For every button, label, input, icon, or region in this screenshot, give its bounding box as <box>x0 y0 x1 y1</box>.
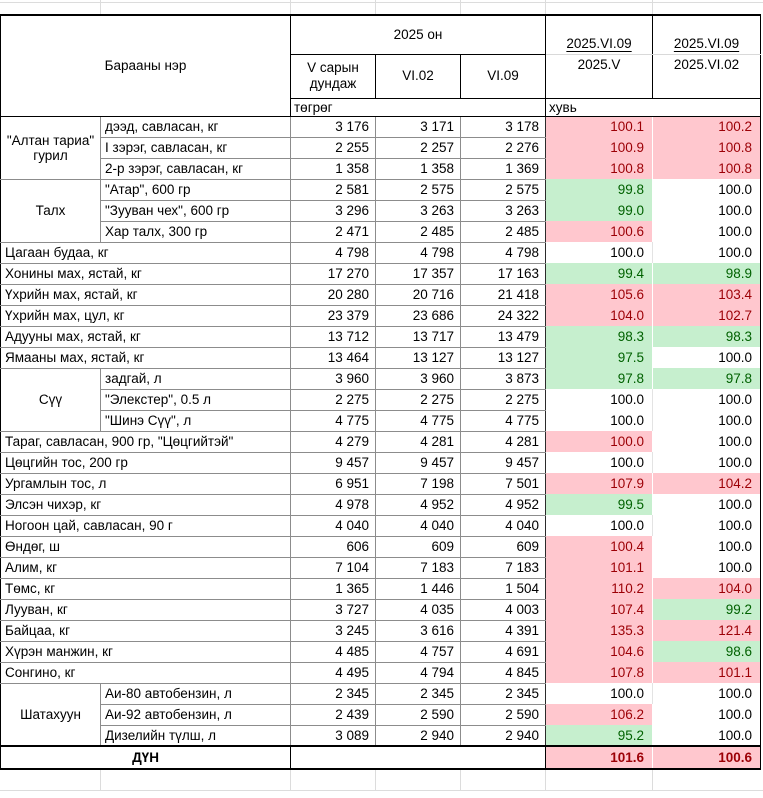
price-vi09-cell[interactable]: 4 691 <box>461 641 546 662</box>
table-row <box>1 179 761 200</box>
product-name-cell[interactable]: Хүрэн манжин, кг <box>1 641 291 662</box>
ratio-to-may-cell[interactable]: 100.4 <box>546 536 653 557</box>
table-row <box>1 452 761 473</box>
gridline <box>100 770 101 790</box>
column-header-ratio1-numerator[interactable] <box>546 15 653 54</box>
ratio-to-may-cell[interactable]: 110.2 <box>546 578 653 599</box>
price-may-average-cell[interactable]: 4 978 <box>291 494 376 515</box>
table-row <box>1 515 761 536</box>
ratio-to-may-cell[interactable]: 135.3 <box>546 620 653 641</box>
product-name-cell[interactable]: Өндөг, ш <box>1 536 291 557</box>
price-may-average-cell[interactable]: 17 270 <box>291 263 376 284</box>
gridline <box>545 770 546 790</box>
price-vi09-cell[interactable]: 2 575 <box>461 179 546 200</box>
price-may-average-cell[interactable]: 6 951 <box>291 473 376 494</box>
product-item-cell[interactable]: "Шинэ Сүү", л <box>101 410 291 431</box>
price-vi02-cell[interactable]: 4 775 <box>376 410 461 431</box>
table-row <box>1 473 761 494</box>
table-row <box>1 431 761 452</box>
price-may-average-cell[interactable]: 3 960 <box>291 368 376 389</box>
gridline <box>0 2 763 3</box>
product-group-cell[interactable]: "Алтан тариа" гурил <box>1 116 101 179</box>
ratio1-numerator-label: 2025.VI.09 <box>566 35 632 51</box>
ratio-to-prev-week-cell[interactable]: 100.0 <box>653 515 761 536</box>
price-vi09-cell[interactable]: 4 775 <box>461 410 546 431</box>
ratio-to-prev-week-cell[interactable]: 100.0 <box>653 683 761 704</box>
ratio-to-may-cell[interactable]: 101.1 <box>546 557 653 578</box>
price-may-average-cell[interactable]: 3 727 <box>291 599 376 620</box>
table-row <box>1 263 761 284</box>
price-vi09-cell[interactable]: 1 369 <box>461 158 546 179</box>
table-row <box>1 221 761 242</box>
gridline <box>100 0 101 14</box>
table-row <box>1 305 761 326</box>
price-vi09-cell[interactable]: 2 485 <box>461 221 546 242</box>
price-may-average-cell[interactable]: 2 439 <box>291 704 376 725</box>
price-vi09-cell[interactable]: 2 940 <box>461 725 546 746</box>
ratio-to-may-cell[interactable]: 95.2 <box>546 725 653 746</box>
ratio-to-may-cell[interactable]: 100.0 <box>610 413 645 428</box>
table-row <box>1 494 761 515</box>
unit-label-tugrug[interactable]: төгрөг <box>291 98 546 116</box>
gridline <box>460 0 461 14</box>
gridline <box>460 770 461 790</box>
total-row <box>1 746 761 769</box>
ratio-to-prev-week-cell[interactable]: 104.2 <box>653 473 761 494</box>
price-vi09-cell[interactable]: 4 391 <box>461 620 546 641</box>
price-vi02-cell[interactable]: 4 040 <box>376 515 461 536</box>
ratio-to-may-cell[interactable]: 100.6 <box>546 221 653 242</box>
price-vi09-cell[interactable]: 4 952 <box>461 494 546 515</box>
ratio-to-prev-week-cell[interactable]: 100.2 <box>653 116 761 137</box>
product-item-cell[interactable]: Аи-80 автобензин, л <box>101 683 291 704</box>
price-vi02-cell[interactable]: 13 127 <box>376 347 461 368</box>
product-item-cell[interactable]: дээд, савласан, кг <box>101 116 291 137</box>
ratio-to-may-cell[interactable]: 100.0 <box>610 518 645 533</box>
price-may-average-cell[interactable]: 2 275 <box>291 389 376 410</box>
product-name-cell[interactable]: Ямааны мах, ястай, кг <box>1 347 291 368</box>
product-item-cell[interactable]: задгай, л <box>101 368 291 389</box>
ratio-to-may-cell[interactable]: 97.8 <box>546 368 653 389</box>
table-row <box>1 578 761 599</box>
price-vi09-cell[interactable]: 3 263 <box>461 200 546 221</box>
ratio-to-prev-week-cell[interactable]: 100.0 <box>653 494 761 515</box>
ratio-to-prev-week-cell[interactable]: 101.1 <box>653 662 761 683</box>
total-ratio-to-prev-week[interactable]: 100.6 <box>653 746 761 769</box>
price-vi02-cell[interactable]: 2 575 <box>376 179 461 200</box>
gridline <box>375 770 376 790</box>
price-may-average-cell[interactable]: 7 104 <box>291 557 376 578</box>
ratio-to-may-cell[interactable]: 107.8 <box>546 662 653 683</box>
price-may-average-cell[interactable]: 2 471 <box>291 221 376 242</box>
ratio-to-prev-week-cell[interactable]: 100.0 <box>653 410 761 431</box>
column-header-product-name[interactable]: Барааны нэр <box>1 15 291 116</box>
price-may-average-cell[interactable]: 2 345 <box>291 683 376 704</box>
price-vi09-cell[interactable]: 2 590 <box>461 704 546 725</box>
price-may-average-cell[interactable]: 23 379 <box>291 305 376 326</box>
table-row <box>1 536 761 557</box>
product-item-cell[interactable]: Дизелийн түлш, л <box>101 725 291 746</box>
unit-label-percent[interactable]: хувь <box>546 98 761 116</box>
product-name-cell[interactable]: Ногоон цай, савласан, 90 г <box>1 515 291 536</box>
gridline <box>652 770 653 790</box>
ratio-to-may-cell[interactable]: 104.6 <box>546 641 653 662</box>
product-name-cell[interactable]: Цагаан будаа, кг <box>1 242 291 263</box>
ratio-to-prev-week-cell[interactable]: 103.4 <box>653 284 761 305</box>
price-may-average-cell[interactable]: 13 712 <box>291 326 376 347</box>
ratio-to-prev-week-cell[interactable]: 100.0 <box>653 536 761 557</box>
price-vi02-cell[interactable]: 13 717 <box>376 326 461 347</box>
price-may-average-cell[interactable]: 9 457 <box>291 452 376 473</box>
ratio-to-prev-week-cell[interactable]: 100.0 <box>653 452 761 473</box>
price-vi09-cell[interactable]: 9 457 <box>461 452 546 473</box>
price-vi09-cell[interactable]: 4 845 <box>461 662 546 683</box>
ratio-to-may-cell[interactable]: 100.0 <box>546 431 653 452</box>
total-ratio-to-may[interactable]: 101.6 <box>546 746 653 769</box>
price-may-average-cell[interactable]: 20 280 <box>291 284 376 305</box>
price-vi09-cell[interactable]: 4 040 <box>461 515 546 536</box>
price-may-average-cell[interactable]: 4 798 <box>291 242 376 263</box>
gridline <box>290 770 291 790</box>
price-vi02-cell[interactable]: 2 345 <box>376 683 461 704</box>
ratio-to-may-cell[interactable]: 99.4 <box>546 263 653 284</box>
product-item-cell[interactable]: Аи-92 автобензин, л <box>101 704 291 725</box>
ratio-to-may-cell[interactable]: 107.9 <box>546 473 653 494</box>
product-group-cell[interactable]: Шатахуун <box>1 683 101 746</box>
price-may-average-cell[interactable]: 4 279 <box>291 431 376 452</box>
price-vi09-cell[interactable]: 4 281 <box>461 431 546 452</box>
gridline <box>375 0 376 14</box>
table-body <box>1 116 761 746</box>
ratio-to-prev-week-cell[interactable]: 100.0 <box>653 704 761 725</box>
product-name-cell[interactable]: Үхрийн мах, ястай, кг <box>1 284 291 305</box>
ratio-to-prev-week-cell[interactable]: 100.0 <box>653 221 761 242</box>
ratio-to-may-cell[interactable]: 106.2 <box>546 704 653 725</box>
price-vi02-cell[interactable]: 1 358 <box>376 158 461 179</box>
ratio-to-may-cell[interactable]: 100.9 <box>546 137 653 158</box>
ratio-to-prev-week-cell[interactable]: 100.0 <box>653 389 761 410</box>
ratio-to-may-cell[interactable]: 100.1 <box>546 116 653 137</box>
price-may-average-cell[interactable]: 1 358 <box>291 158 376 179</box>
price-vi02-cell[interactable]: 1 446 <box>376 578 461 599</box>
price-vi09-cell[interactable]: 7 183 <box>461 557 546 578</box>
price-may-average-cell[interactable]: 3 176 <box>291 116 376 137</box>
price-vi09-cell[interactable]: 2 275 <box>461 389 546 410</box>
product-name-cell[interactable]: Адууны мах, ястай, кг <box>1 326 291 347</box>
table-row <box>1 389 761 410</box>
price-may-average-cell[interactable]: 606 <box>291 536 376 557</box>
price-vi02-cell[interactable]: 4 798 <box>376 242 461 263</box>
table-row <box>1 557 761 578</box>
ratio-to-may-cell[interactable]: 100.0 <box>610 392 645 407</box>
price-may-average-cell[interactable]: 4 485 <box>291 641 376 662</box>
price-vi02-cell[interactable]: 23 686 <box>376 305 461 326</box>
gridline <box>652 0 653 14</box>
product-name-cell[interactable]: Ургамлын тос, л <box>1 473 291 494</box>
ratio-to-may-cell[interactable]: 100.0 <box>610 686 645 701</box>
price-vi02-cell[interactable]: 20 716 <box>376 284 461 305</box>
ratio-to-may-cell[interactable]: 107.4 <box>546 599 653 620</box>
price-may-average-cell[interactable]: 13 464 <box>291 347 376 368</box>
ratio-to-prev-week-cell[interactable]: 100.0 <box>653 179 761 200</box>
product-item-cell[interactable]: "Атар", 600 гр <box>101 179 291 200</box>
price-may-average-cell[interactable]: 2 581 <box>291 179 376 200</box>
ratio-to-prev-week-cell[interactable]: 100.0 <box>653 347 761 368</box>
price-vi09-cell[interactable]: 24 322 <box>461 305 546 326</box>
table-row <box>1 410 761 431</box>
price-vi02-cell[interactable]: 3 171 <box>376 116 461 137</box>
price-may-average-cell[interactable]: 3 245 <box>291 620 376 641</box>
price-vi02-cell[interactable]: 2 590 <box>376 704 461 725</box>
ratio-to-prev-week-cell[interactable]: 102.7 <box>653 305 761 326</box>
ratio-to-prev-week-cell[interactable]: 100.0 <box>653 557 761 578</box>
ratio-to-may-cell[interactable]: 97.5 <box>546 347 653 368</box>
price-may-average-cell[interactable]: 4 495 <box>291 662 376 683</box>
price-vi09-cell[interactable]: 1 504 <box>461 578 546 599</box>
price-vi09-cell[interactable]: 2 345 <box>461 683 546 704</box>
ratio-to-may-cell[interactable]: 104.0 <box>546 305 653 326</box>
table-row <box>1 326 761 347</box>
gridline <box>290 0 291 14</box>
table-row <box>1 599 761 620</box>
ratio-to-prev-week-cell[interactable]: 98.6 <box>653 641 761 662</box>
table-row <box>1 158 761 179</box>
table-row <box>1 116 761 137</box>
price-vi02-cell[interactable]: 9 457 <box>376 452 461 473</box>
product-name-cell[interactable]: Алим, кг <box>1 557 291 578</box>
gridline <box>0 790 763 791</box>
table-row <box>1 137 761 158</box>
table-row <box>1 347 761 368</box>
price-vi02-cell[interactable]: 2 275 <box>376 389 461 410</box>
product-group-cell[interactable]: Сүү <box>1 368 101 431</box>
column-header-vi09[interactable]: VI.09 <box>461 54 546 98</box>
price-vi02-cell[interactable]: 4 952 <box>376 494 461 515</box>
table-row <box>1 368 761 389</box>
column-header-may-average[interactable]: V сарын дундаж <box>291 54 376 98</box>
price-vi02-cell[interactable]: 3 960 <box>376 368 461 389</box>
ratio-to-may-cell[interactable]: 100.8 <box>546 158 653 179</box>
product-name-cell[interactable]: Төмс, кг <box>1 578 291 599</box>
ratio-to-prev-week-cell[interactable]: 121.4 <box>653 620 761 641</box>
ratio-to-prev-week-cell[interactable]: 98.9 <box>653 263 761 284</box>
ratio-to-prev-week-cell[interactable]: 97.8 <box>653 368 761 389</box>
price-vi09-cell[interactable]: 7 501 <box>461 473 546 494</box>
column-header-ratio2-numerator[interactable] <box>653 15 761 54</box>
price-vi09-cell[interactable]: 13 127 <box>461 347 546 368</box>
price-vi02-cell[interactable]: 4 281 <box>376 431 461 452</box>
product-name-cell[interactable]: Сонгино, кг <box>1 662 291 683</box>
ratio-to-may-cell[interactable]: 99.0 <box>546 200 653 221</box>
column-header-ratio2-denominator[interactable]: 2025.VI.02 <box>653 54 761 98</box>
price-vi09-cell[interactable]: 17 163 <box>461 263 546 284</box>
price-may-average-cell[interactable]: 1 365 <box>291 578 376 599</box>
product-item-cell[interactable]: 2-р зэрэг, савласан, кг <box>101 158 291 179</box>
price-vi02-cell[interactable]: 4 794 <box>376 662 461 683</box>
ratio-to-prev-week-cell[interactable]: 100.8 <box>653 137 761 158</box>
price-may-average-cell[interactable]: 3 089 <box>291 725 376 746</box>
ratio-to-prev-week-cell[interactable]: 98.3 <box>653 326 761 347</box>
total-empty-cell[interactable] <box>291 746 546 769</box>
table-row <box>1 200 761 221</box>
table-row <box>1 725 761 746</box>
table-row <box>1 683 761 704</box>
price-vi09-cell[interactable]: 4 798 <box>461 242 546 263</box>
ratio-to-may-cell[interactable]: 100.0 <box>610 245 645 260</box>
product-item-cell[interactable]: "Зууван чех", 600 гр <box>101 200 291 221</box>
ratio-to-prev-week-cell[interactable]: 104.0 <box>653 578 761 599</box>
price-may-average-cell[interactable]: 3 296 <box>291 200 376 221</box>
price-vi02-cell[interactable]: 4 035 <box>376 599 461 620</box>
table-row <box>1 620 761 641</box>
ratio-to-may-cell[interactable]: 98.3 <box>546 326 653 347</box>
ratio-to-prev-week-cell[interactable]: 100.0 <box>653 242 761 263</box>
product-name-cell[interactable]: Байцаа, кг <box>1 620 291 641</box>
product-name-cell[interactable]: Хонины мах, ястай, кг <box>1 263 291 284</box>
price-vi02-cell[interactable]: 2 257 <box>376 137 461 158</box>
product-group-cell[interactable]: Талх <box>1 179 101 242</box>
total-label[interactable]: ДҮН <box>1 746 291 769</box>
price-may-average-cell[interactable]: 2 255 <box>291 137 376 158</box>
price-vi09-cell[interactable]: 21 418 <box>461 284 546 305</box>
price-may-average-cell[interactable]: 4 775 <box>291 410 376 431</box>
price-vi09-cell[interactable]: 4 003 <box>461 599 546 620</box>
price-vi02-cell[interactable]: 609 <box>376 536 461 557</box>
ratio-to-may-cell[interactable]: 100.0 <box>610 455 645 470</box>
column-header-year-2025[interactable]: 2025 он <box>291 15 546 54</box>
price-vi02-cell[interactable]: 17 357 <box>376 263 461 284</box>
ratio-to-may-cell[interactable]: 99.5 <box>546 494 653 515</box>
price-vi09-cell[interactable]: 3 873 <box>461 368 546 389</box>
product-item-cell[interactable]: I зэрэг, савласан, кг <box>101 137 291 158</box>
table-row <box>1 704 761 725</box>
price-vi02-cell[interactable]: 2 940 <box>376 725 461 746</box>
price-vi09-cell[interactable]: 2 276 <box>461 137 546 158</box>
ratio-to-prev-week-cell[interactable]: 100.0 <box>653 200 761 221</box>
ratio-to-prev-week-cell[interactable]: 99.2 <box>653 599 761 620</box>
price-vi09-cell[interactable]: 609 <box>461 536 546 557</box>
product-name-cell[interactable]: Элсэн чихэр, кг <box>1 494 291 515</box>
column-header-ratio1-denominator[interactable]: 2025.V <box>546 54 653 98</box>
ratio2-numerator-label: 2025.VI.09 <box>673 35 740 51</box>
header-row-1 <box>1 15 761 54</box>
price-table <box>0 14 761 770</box>
ratio-to-prev-week-cell[interactable]: 100.0 <box>653 431 761 452</box>
product-name-cell[interactable]: Лууван, кг <box>1 599 291 620</box>
ratio-to-prev-week-cell[interactable]: 100.8 <box>653 158 761 179</box>
price-vi02-cell[interactable]: 7 198 <box>376 473 461 494</box>
ratio-to-may-cell[interactable]: 99.8 <box>546 179 653 200</box>
product-item-cell[interactable]: "Элекстер", 0.5 л <box>101 389 291 410</box>
price-may-average-cell[interactable]: 4 040 <box>291 515 376 536</box>
price-vi09-cell[interactable]: 3 178 <box>461 116 546 137</box>
ratio-to-may-cell[interactable]: 105.6 <box>546 284 653 305</box>
price-vi02-cell[interactable]: 3 263 <box>376 200 461 221</box>
column-header-vi02[interactable]: VI.02 <box>376 54 461 98</box>
table-row <box>1 641 761 662</box>
product-name-cell[interactable]: Цөцгийн тос, 200 гр <box>1 452 291 473</box>
table-row <box>1 662 761 683</box>
product-name-cell[interactable]: Тараг, савласан, 900 гр, "Цөцгийтэй" <box>1 431 291 452</box>
price-vi09-cell[interactable]: 13 479 <box>461 326 546 347</box>
price-vi02-cell[interactable]: 4 757 <box>376 641 461 662</box>
table-row <box>1 284 761 305</box>
price-vi02-cell[interactable]: 3 616 <box>376 620 461 641</box>
ratio-to-prev-week-cell[interactable]: 100.0 <box>653 725 761 746</box>
table-row <box>1 242 761 263</box>
price-vi02-cell[interactable]: 2 485 <box>376 221 461 242</box>
product-name-cell[interactable]: Үхрийн мах, цул, кг <box>1 305 291 326</box>
gridline <box>545 0 546 14</box>
price-vi02-cell[interactable]: 7 183 <box>376 557 461 578</box>
product-item-cell[interactable]: Хар талх, 300 гр <box>101 221 291 242</box>
